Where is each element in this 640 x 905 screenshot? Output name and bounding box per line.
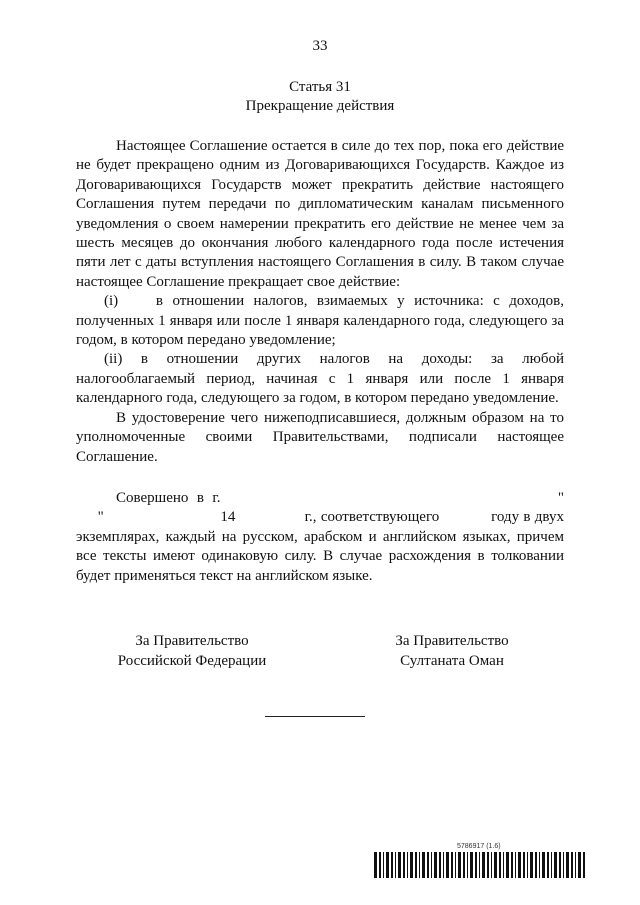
signature-oman-line2: Султаната Оман <box>400 653 504 669</box>
article-body <box>76 137 564 586</box>
paragraph-termination-terms: Настоящее Соглашение остается в силе до тех пор, пока его действие не будет прекращено одним из Договаривающихся Государств. Каждое из Договаривающихся Государств может прекратить действие настоящего Соглашения путем передачи по дипломатическим каналам письменного уведомления о своем намерении прекратить его действие не менее чем за шесть месяцев до окончания любого календарного года после истечения пяти лет с даты вступления настоящего Соглашения в силу. В таком случае настоящее Соглашение прекращает свое действие: <box>76 138 564 290</box>
item-withholding-taxes: (i) в отношении налогов, взимаемых у источника: с доходов, полученных 1 января или после 1 января календарного года, следующего за годом, в котором передано уведомление; <box>76 293 564 349</box>
article-number: Статья 31 <box>289 79 351 95</box>
signature-oman-line1: За Правительство <box>395 633 509 649</box>
paragraph-witness: В удостоверение чего нижеподписавшиеся, должным образом на то уполномоченные своими Правительствами, подписали настоящее Соглашение. <box>76 409 564 465</box>
barcode-icon <box>374 852 586 878</box>
paragraph-spacer <box>76 467 564 489</box>
page-number: 33 <box>312 38 328 54</box>
signature-block-oman <box>332 631 572 671</box>
article-title: Прекращение действия <box>245 98 395 114</box>
article-heading <box>0 78 640 116</box>
signature-block-russia <box>72 631 312 671</box>
end-divider <box>265 716 365 717</box>
document-code: 5786917 (1.6) <box>457 843 501 850</box>
signature-russia-line2: Российской Федерации <box>117 653 267 669</box>
paragraph-done-at: Совершено в г. " " 14 г., соответствующего году в двух экземплярах, каждый на русском, арабском и английском языках, причем все тексты имеют одинаковую силу. В случае расхождения в толковании будет применяться текст на английском языке. <box>76 489 564 584</box>
signature-russia-line1: За Правительство <box>135 633 249 649</box>
item-other-income-taxes: (ii) в отношении других налогов на доходы: за любой налогооблагаемый период, начиная с 1 января или после 1 января календарного года, следующего за годом, в котором передано уведомление. <box>76 351 564 407</box>
